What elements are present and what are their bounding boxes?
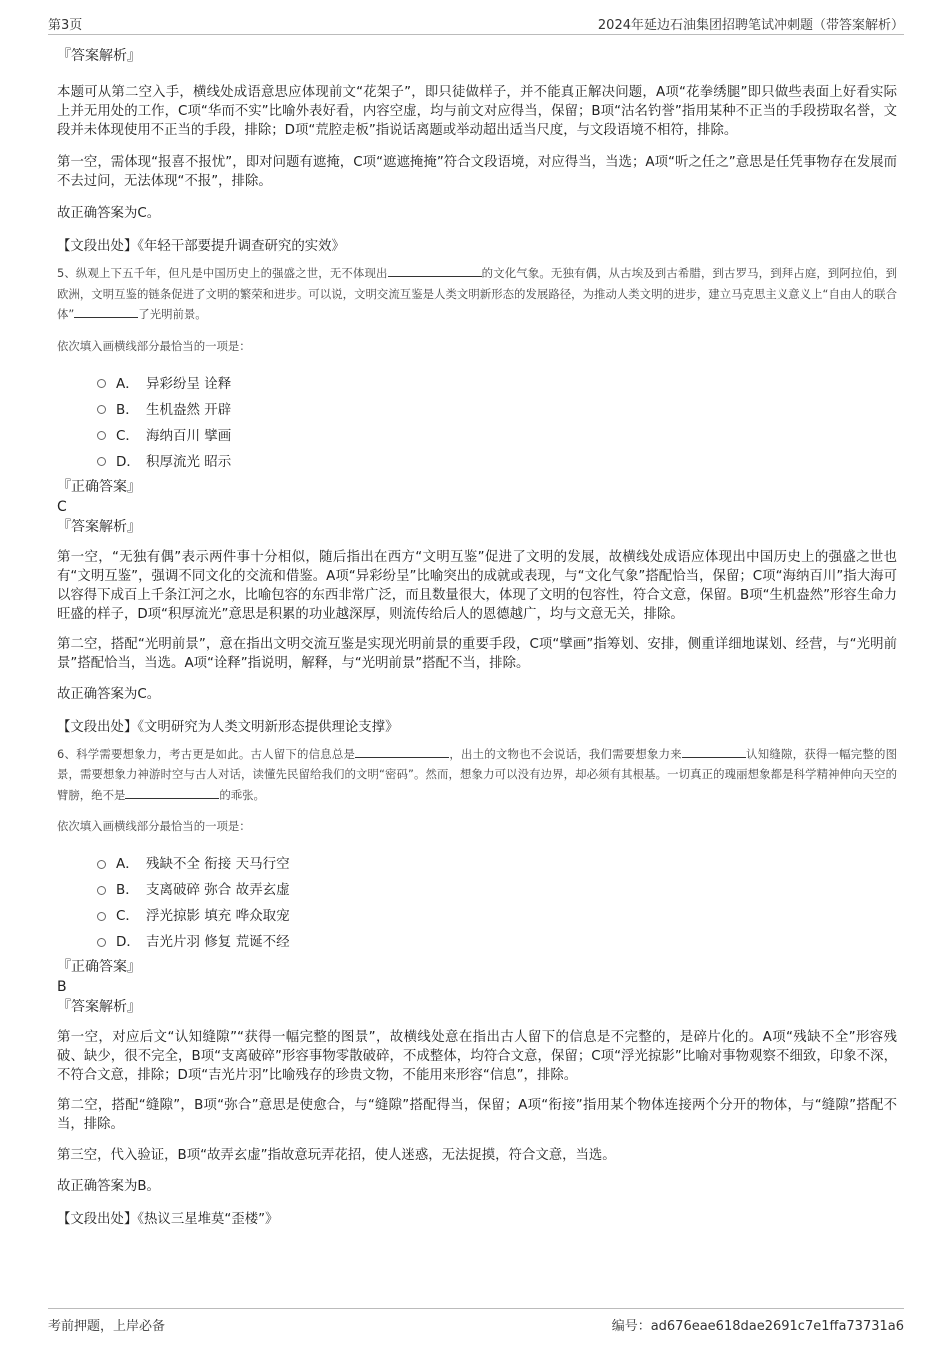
fill-blank bbox=[388, 264, 482, 277]
radio-icon[interactable] bbox=[97, 405, 106, 414]
footer-slogan: 考前押题，上岸必备 bbox=[48, 1319, 166, 1334]
source-citation: 【文段出处】《文明研究为人类文明新形态提供理论支撑》 bbox=[57, 719, 399, 735]
source-citation: 【文段出处】《热议三星堆莫“歪楼”》 bbox=[57, 1212, 279, 1227]
option-b[interactable]: B． 生机盎然 开辟 bbox=[97, 395, 897, 421]
document-title: 2024年延边石油集团招聘笔试冲刺题（带答案解析） bbox=[597, 18, 904, 33]
page-number: 第3页 bbox=[48, 18, 83, 33]
analysis-label: 『答案解析』 bbox=[57, 999, 141, 1015]
analysis-paragraph: 第一空，对应后文“认知缝隙”“获得一幅完整的图景”，故横线处意在指出古人留下的信息是不完整的，是碎片化的。A项“残缺不全”形容残破、缺少，很不完全，B项“支离破碎”形容事物零散破碎，不成整体，均符合文意，保留；C项“浮光掠影”比喻对事物观察不细致，印象不深，不符合文意，排除；D项“吉光片羽”比喻残存的珍贵文物，不能用来形容“信息”，排除。 bbox=[57, 1030, 897, 1083]
analysis-label: 『答案解析』 bbox=[57, 48, 141, 64]
question-stem: 6、科学需要想象力，考古更是如此。古人留下的信息总是 ，出土的文物也不会说话，我们需要想象力来 认知缝隙，获得一幅完整的图景，需要想象力神游时空与古人对话，读懂先民留给我们的文明“密码”。然而，想象力可以没有边界，却必须有其根基。一切真正的瑰丽想象都是科学精神伸向天空的臂膀，绝不是 的乖张。 bbox=[57, 746, 897, 802]
option-b[interactable]: B． 支离破碎 弥合 故弄玄虚 bbox=[97, 875, 897, 901]
option-c[interactable]: C． 海纳百川 擘画 bbox=[97, 421, 897, 447]
analysis-paragraph: 第二空，搭配“光明前景”，意在指出文明交流互鉴是实现光明前景的重要手段，C项“擘画”指筹划、安排，侧重详细地谋划、经营，与“光明前景”搭配恰当，当选。A项“诠释”指说明，解释，与“光明前景”搭配不当，排除。 bbox=[57, 636, 897, 671]
analysis-paragraph: 第一空，需体现“报喜不报忧”，即对问题有遮掩，C项“遮遮掩掩”符合文段语境，对应得当，当选；A项“听之任之”意思是任凭事物存在发展而不去过问，无法体现“不报”，排除。 bbox=[57, 155, 897, 189]
question-prompt: 依次填入画横线部分最恰当的一项是： bbox=[57, 819, 251, 833]
answer-options bbox=[57, 369, 897, 473]
radio-icon[interactable] bbox=[97, 938, 106, 947]
analysis-conclusion: 故正确答案为C。 bbox=[57, 206, 161, 221]
option-c[interactable]: C． 浮光掠影 填充 哗众取宠 bbox=[97, 901, 897, 927]
option-a[interactable]: A． 异彩纷呈 诠释 bbox=[97, 369, 897, 395]
analysis-label: 『答案解析』 bbox=[57, 518, 141, 535]
analysis-conclusion: 故正确答案为B。 bbox=[57, 1179, 160, 1194]
correct-answer-label: 『正确答案』 bbox=[57, 959, 141, 975]
radio-icon[interactable] bbox=[97, 431, 106, 440]
analysis-paragraph: 第三空，代入验证，B项“故弄玄虚”指故意玩弄花招，使人迷惑，无法捉摸，符合文意，当选。 bbox=[57, 1148, 616, 1163]
analysis-paragraph: 第二空，搭配“缝隙”，B项“弥合”意思是使愈合，与“缝隙”搭配得当，保留；A项“衔接”指用某个物体连接两个分开的物体，与“缝隙”搭配不当，排除。 bbox=[57, 1098, 897, 1132]
radio-icon[interactable] bbox=[97, 379, 106, 388]
option-d[interactable]: D． 吉光片羽 修复 荒诞不经 bbox=[97, 927, 897, 953]
answer-options bbox=[57, 849, 897, 953]
correct-answer: C bbox=[57, 498, 67, 515]
analysis-paragraph: 本题可从第二空入手，横线处成语意思应体现前文“花架子”，即只徒做样子，并不能真正解决问题，A项“花拳绣腿”即只做些表面上好看实际上并无用处的工作，C项“华而不实”比喻外表好看，内容空虚，均与前文对应得当，保留；B项“沽名钓誉”指用某种不正当的手段捞取名誉，文段并未体现使用不正当的手段，排除；D项“荒腔走板”指说话离题或举动超出适当尺度，与文段语境不相符，排除。 bbox=[57, 85, 897, 138]
source-citation: 【文段出处】《年轻干部要提升调查研究的实效》 bbox=[57, 239, 345, 254]
page-content bbox=[57, 42, 897, 1230]
page-header bbox=[48, 10, 904, 35]
fill-blank bbox=[355, 745, 449, 758]
option-a[interactable]: A． 残缺不全 衔接 天马行空 bbox=[97, 849, 897, 875]
question-prompt: 依次填入画横线部分最恰当的一项是： bbox=[57, 338, 251, 353]
radio-icon[interactable] bbox=[97, 860, 106, 869]
radio-icon[interactable] bbox=[97, 912, 106, 921]
question-stem: 5、纵观上下五千年，但凡是中国历史上的强盛之世，无不体现出 的文化气象。无独有偶，从古埃及到古希腊，到古罗马，到拜占庭，到阿拉伯，到欧洲，文明互鉴的链条促进了文明的繁荣和进步。可以说，文明交流互鉴是人类文明新形态的发展路径，为推动人类文明的进步，建立马克思主义意义上“自由人的联合体” 了光明前景。 bbox=[57, 266, 897, 321]
correct-answer: B bbox=[57, 979, 67, 995]
radio-icon[interactable] bbox=[97, 886, 106, 895]
fill-blank bbox=[682, 745, 746, 758]
radio-icon[interactable] bbox=[97, 457, 106, 466]
correct-answer-label: 『正确答案』 bbox=[57, 478, 141, 495]
document-id: 编号：ad676eae618dae2691c7e1ffa73731a6 bbox=[611, 1319, 904, 1334]
analysis-paragraph: 第一空，“无独有偶”表示两件事十分相似，随后指出在西方“文明互鉴”促进了文明的发展，故横线处成语应体现出中国历史上的强盛之世也有“文明互鉴”，强调不同文化的交流和借鉴。A项“异彩纷呈”比喻突出的成就或表现，与“文化气象”搭配恰当，保留；C项“海纳百川”指大海可以容得下成百上千条江河之水，比喻包容的东西非常广泛，而且数量很大，体现了文明的包容性，符合文意，保留。B项“生机盎然”形容生命力旺盛的样子，D项“积厚流光”意思是积累的功业越深厚，则流传给后人的恩德越广，均与文意无关，排除。 bbox=[57, 549, 897, 622]
analysis-conclusion: 故正确答案为C。 bbox=[57, 686, 161, 702]
fill-blank bbox=[74, 305, 138, 318]
option-d[interactable]: D． 积厚流光 昭示 bbox=[97, 447, 897, 473]
fill-blank bbox=[125, 786, 219, 799]
page-footer bbox=[48, 1308, 904, 1335]
